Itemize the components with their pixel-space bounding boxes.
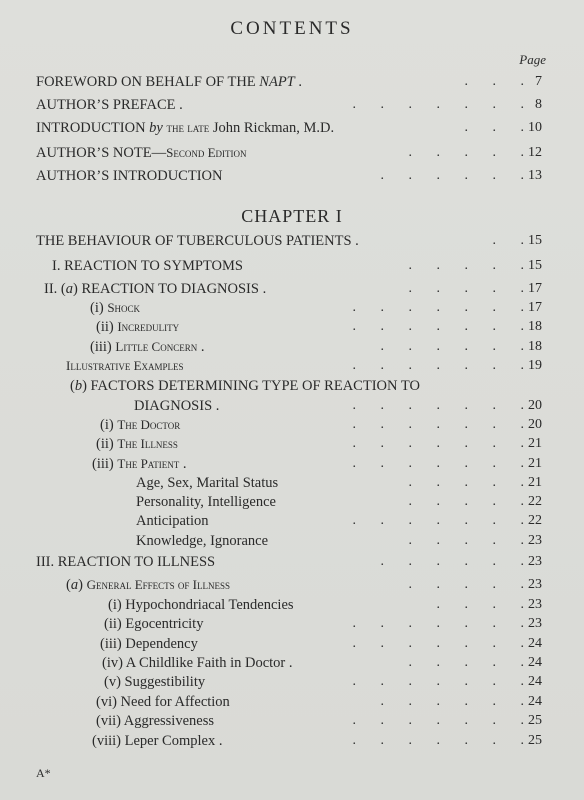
entry-title: (iii) Little Concern . [90, 339, 205, 355]
entry-title: AUTHOR’S NOTE—Second Edition [36, 145, 247, 161]
entry-title: (v) Suggestibility [104, 674, 206, 690]
dot-leader: . . . . . . [380, 694, 524, 709]
chapter-entry [0, 616, 584, 636]
chapter-entry [0, 733, 584, 753]
entry-title: (vi) Need for Affection [96, 694, 230, 710]
entry-title: II. (a) REACTION TO DIAGNOSIS . [44, 281, 267, 297]
contents-heading: CONTENTS [230, 18, 354, 39]
dot-leader: . . . . . . . [352, 97, 524, 112]
chapter-entry [0, 300, 584, 320]
page-number: 22 [528, 513, 542, 528]
dot-leader: . . . [464, 120, 524, 135]
dot-leader: . . . . . [408, 577, 524, 592]
page-number: 25 [528, 713, 542, 728]
chapter-entry [0, 436, 584, 456]
page-number: 23 [528, 597, 542, 612]
entry-title: FOREWORD ON BEHALF OF THE NAPT . [36, 74, 302, 90]
entry-title: AUTHOR’S PREFACE . [36, 97, 183, 113]
page-number: 18 [528, 339, 542, 354]
page-number: 7 [535, 74, 542, 89]
dot-leader: . . . . . . . [352, 513, 524, 528]
chapter-entry [0, 281, 584, 301]
chapter-entry [0, 513, 584, 533]
page-number: 17 [528, 300, 542, 315]
chapter-entry [0, 456, 584, 476]
chapter-entry [0, 533, 584, 553]
dot-leader: . . . . . . . [352, 300, 524, 315]
dot-leader: . . . . . . [380, 339, 524, 354]
chapter-entry [0, 417, 584, 437]
dot-leader: . . . . . . . [352, 319, 524, 334]
entry-title: (iii) Dependency [100, 636, 198, 652]
entry-title: THE BEHAVIOUR OF TUBERCULOUS PATIENTS . [36, 233, 359, 249]
entry-title: (viii) Leper Complex . [92, 733, 223, 749]
entry-title: (i) Shock [90, 300, 141, 316]
dot-leader: . . . . . . . [352, 733, 524, 748]
entry-title: AUTHOR’S INTRODUCTION [36, 168, 223, 184]
dot-leader: . . . . . . . [352, 636, 524, 651]
page-number: 17 [528, 281, 542, 296]
entry-title: Anticipation [136, 513, 209, 529]
chapter-entry [0, 475, 584, 495]
page-number: 18 [528, 319, 542, 334]
chapter-entry [0, 577, 584, 597]
dot-leader: . . . . . [408, 494, 524, 509]
dot-leader: . . . . . . . [352, 436, 524, 451]
dot-leader: . . . . . . . [352, 358, 524, 373]
dot-leader: . . . . . . . [352, 616, 524, 631]
front-matter-entry [0, 97, 584, 117]
dot-leader: . . . . . . . [352, 674, 524, 689]
page-number: 23 [528, 577, 542, 592]
page-number: 15 [528, 258, 542, 273]
dot-leader: . . [492, 233, 524, 248]
chapter-entry [0, 494, 584, 514]
dot-leader: . . . . . [408, 258, 524, 273]
chapter-entry [0, 258, 584, 278]
chapter-entry [0, 233, 584, 253]
front-matter-entry [0, 74, 584, 94]
entry-title: (vii) Aggressiveness [96, 713, 214, 729]
entry-title: Knowledge, Ignorance [136, 533, 269, 549]
entry-title: I. REACTION TO SYMPTOMS [52, 258, 243, 274]
dot-leader: . . . . . . [380, 168, 524, 183]
dot-leader: . . . . . [408, 145, 524, 160]
chapter-entry [0, 713, 584, 733]
entry-title: (b) FACTORS DETERMINING TYPE OF REACTION TO [70, 378, 420, 394]
page-number: 20 [528, 417, 542, 432]
page-number: 23 [528, 616, 542, 631]
page-number: 21 [528, 475, 542, 490]
page-number: 10 [528, 120, 542, 135]
dot-leader: . . . . . [408, 655, 524, 670]
front-matter-entry [0, 120, 584, 140]
entry-title: (i) Hypochondriacal Tendencies [108, 597, 294, 613]
dot-leader: . . . . . [408, 533, 524, 548]
page-number: 15 [528, 233, 542, 248]
page-number: 12 [528, 145, 542, 160]
dot-leader: . . . . . . [380, 554, 524, 569]
entry-title: (ii) Egocentricity [104, 616, 204, 632]
chapter-entry [0, 554, 584, 574]
dot-leader: . . . . [436, 597, 524, 612]
chapter-entry [0, 694, 584, 714]
chapter-heading: CHAPTER I [241, 206, 343, 226]
entry-title: Illustrative Examples [66, 358, 184, 373]
page-number: 25 [528, 733, 542, 748]
page-number: 24 [528, 674, 542, 689]
dot-leader: . . . . . . . [352, 398, 524, 413]
page-number: 24 [528, 636, 542, 651]
dot-leader: . . . [464, 74, 524, 89]
entry-title: (a) General Effects of Illness [66, 577, 230, 593]
entry-title: DIAGNOSIS . [134, 398, 220, 414]
entry-title: III. REACTION TO ILLNESS [36, 554, 216, 570]
chapter-entry [0, 597, 584, 617]
page-number: 23 [528, 533, 542, 548]
chapter-entry [0, 674, 584, 694]
entry-title: (ii) Incredulity [96, 319, 180, 335]
page-number: 8 [535, 97, 542, 112]
chapter-entry [0, 655, 584, 675]
signature-mark: A* [36, 766, 51, 780]
page-number: 19 [528, 358, 542, 373]
front-matter-entry [0, 145, 584, 165]
entry-title: Age, Sex, Marital Status [136, 475, 279, 491]
dot-leader: . . . . . . . [352, 417, 524, 432]
chapter-entry [0, 358, 584, 378]
page-number: 13 [528, 168, 542, 183]
page-number: 23 [528, 554, 542, 569]
dot-leader: . . . . . . . [352, 713, 524, 728]
front-matter-entry [0, 168, 584, 188]
chapter-entry [0, 319, 584, 339]
page-number: 21 [528, 456, 542, 471]
page-column-label: Page [519, 52, 546, 67]
dot-leader: . . . . . [408, 475, 524, 490]
dot-leader: . . . . . [408, 281, 524, 296]
entry-title: (iii) The Patient . [92, 456, 187, 472]
entry-title: (i) The Doctor [100, 417, 181, 433]
chapter-entry [0, 378, 584, 398]
entry-title: INTRODUCTION by the late John Rickman, M.D. [36, 120, 335, 136]
entry-title: (ii) The Illness [96, 436, 178, 452]
page-number: 22 [528, 494, 542, 509]
chapter-entry [0, 398, 584, 418]
page-number: 20 [528, 398, 542, 413]
chapter-entry [0, 636, 584, 656]
page-number: 24 [528, 655, 542, 670]
entry-title: (iv) A Childlike Faith in Doctor . [102, 655, 293, 671]
page-number: 21 [528, 436, 542, 451]
chapter-entry [0, 339, 584, 359]
entry-title: Personality, Intelligence [136, 494, 276, 510]
dot-leader: . . . . . . . [352, 456, 524, 471]
page-number: 24 [528, 694, 542, 709]
